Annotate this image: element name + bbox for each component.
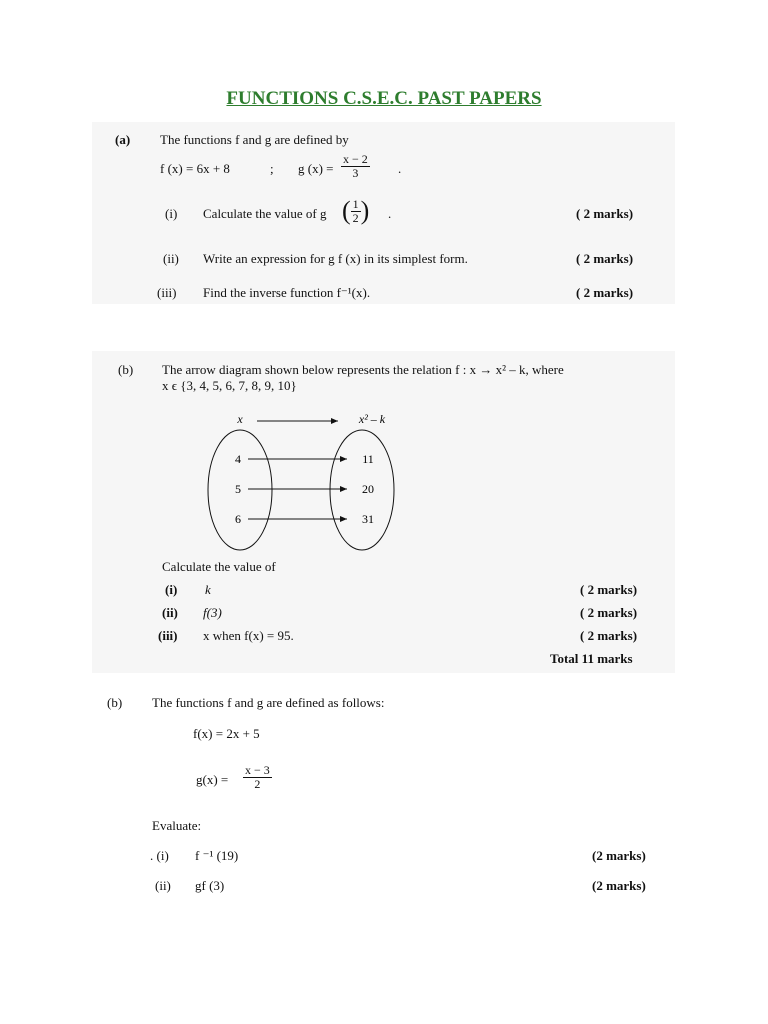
period-2: . (388, 206, 392, 221)
evaluate-prompt: Evaluate: (152, 818, 202, 833)
part-b2-ii-number: (ii) (155, 878, 171, 893)
part-b-i-text: k (205, 582, 211, 597)
part-a-iii-marks: ( 2 marks) (576, 285, 634, 300)
separator: ; (270, 161, 274, 176)
domain-value-1: 4 (235, 452, 241, 466)
question-a-label: (a) (115, 132, 131, 147)
domain-label: x (237, 412, 243, 426)
arrow-diagram (200, 405, 410, 555)
question-a-intro: The functions f and g are defined by (160, 132, 349, 147)
part-b-i-number: (i) (165, 582, 178, 597)
question-b2-label: (b) (107, 695, 123, 710)
part-a-i-marks: ( 2 marks) (576, 206, 634, 221)
g-definition-b2-lhs: g(x) = (196, 772, 229, 787)
g-definition-lhs: g (x) = (298, 161, 334, 176)
range-value-2: 20 (362, 482, 374, 496)
g-b2-numerator: x − 3 (245, 763, 270, 777)
question-b-intro-line2: x ϵ {3, 4, 5, 6, 7, 8, 9, 10} (162, 378, 297, 393)
part-b-ii-text: f(3) (203, 605, 222, 620)
part-a-i-number: (i) (165, 206, 178, 221)
part-a-ii-marks: ( 2 marks) (576, 251, 634, 266)
part-b2-i-marks: (2 marks) (592, 848, 646, 863)
g-argument-denominator: 2 (352, 210, 359, 225)
part-a-i-text: Calculate the value of g (203, 206, 327, 221)
part-b-ii-number: (ii) (162, 605, 178, 620)
part-a-ii-number: (ii) (163, 251, 179, 266)
part-b-ii-marks: ( 2 marks) (580, 605, 638, 620)
g-fraction-denominator: 3 (352, 166, 359, 180)
part-b-iii-number: (iii) (158, 628, 178, 643)
range-label: x² – k (358, 412, 386, 426)
part-b-i-marks: ( 2 marks) (580, 582, 638, 597)
range-value-1: 11 (362, 452, 374, 466)
domain-value-2: 5 (235, 482, 241, 496)
g-argument: ( $\frac{1}{2}$ ) (342, 196, 370, 225)
g-b2-denominator: 2 (254, 777, 261, 791)
part-a-iii-number: (iii) (157, 285, 177, 300)
part-b-iii-marks: ( 2 marks) (580, 628, 638, 643)
part-b2-i-text: f ⁻¹ (19) (195, 848, 239, 863)
question-b-label: (b) (118, 362, 134, 377)
g-fraction-numerator: x − 2 (343, 152, 368, 166)
calculate-prompt: Calculate the value of (162, 559, 276, 574)
f-definition: f (x) = 6x + 8 (160, 161, 230, 176)
part-b2-ii-marks: (2 marks) (592, 878, 646, 893)
part-b-iii-text: x when f(x) = 95. (203, 628, 294, 643)
part-b2-ii-text: gf (3) (195, 878, 225, 893)
g-definition-fraction (341, 153, 370, 180)
f-definition-b2: f(x) = 2x + 5 (193, 726, 260, 741)
part-a-iii-text: Find the inverse function f⁻¹(x). (203, 285, 371, 300)
total-marks: Total 11 marks (550, 651, 633, 666)
g-definition-b2-fraction (243, 764, 272, 791)
question-b-intro-line1: The arrow diagram shown below represents the relation f : x → x² – k, where (162, 362, 564, 377)
period: . (398, 161, 402, 176)
page-title: FUNCTIONS C.S.E.C. PAST PAPERS (226, 88, 542, 109)
question-b2-intro: The functions f and g are defined as follows: (152, 695, 385, 710)
part-b2-i-number: . (i) (150, 848, 169, 863)
domain-value-3: 6 (235, 512, 241, 526)
g-argument-numerator: 1 (352, 196, 359, 211)
range-value-3: 31 (362, 512, 374, 526)
part-a-ii-text: Write an expression for g f (x) in its simplest form. (203, 251, 468, 266)
